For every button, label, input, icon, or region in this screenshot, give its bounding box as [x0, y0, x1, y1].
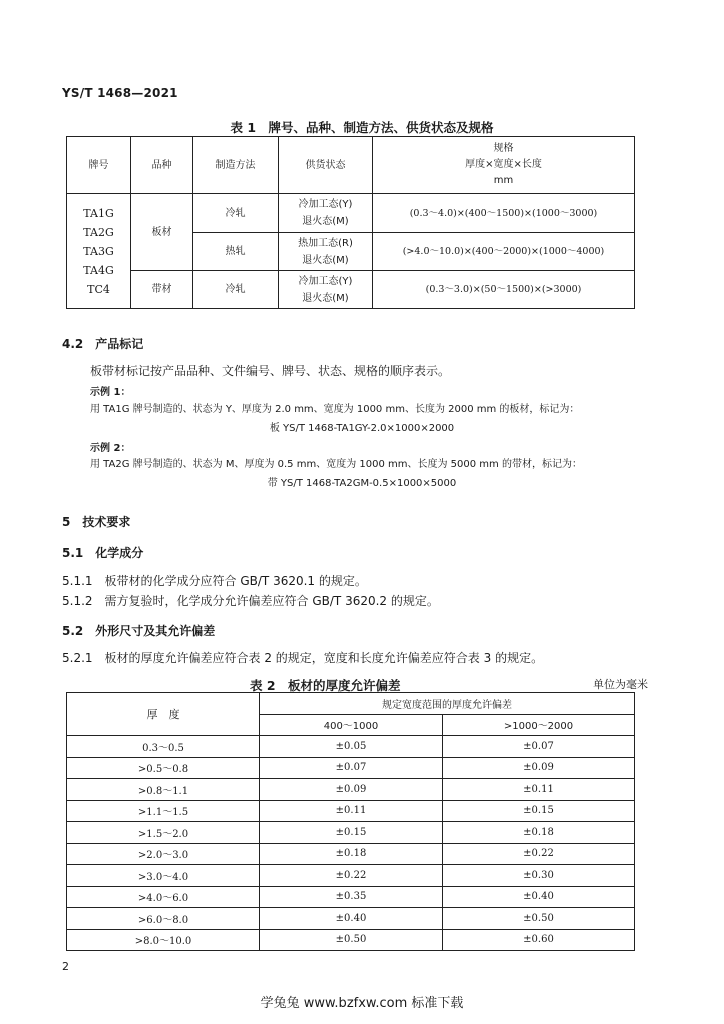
example2-text: 用 TA2G 牌号制造的、状态为 M、厚度为 0.5 mm、宽度为 1000 mm、长度为 5000 mm 的带材，标记为：: [90, 459, 582, 470]
variety-cell: 板材: [131, 194, 193, 271]
page-number: 2: [62, 960, 69, 973]
table-row: [67, 800, 635, 822]
grade-item: TC4: [87, 282, 110, 296]
table-row: [67, 865, 635, 887]
tolerance-cell: ±0.40: [443, 886, 635, 908]
tolerance-cell: ±0.22: [260, 865, 443, 887]
table1-header-grade: 牌号: [67, 137, 131, 194]
supply-state: 退火态(M): [302, 254, 349, 266]
section-5-heading: 5 技术要求: [62, 515, 131, 529]
tolerance-cell: ±0.18: [443, 822, 635, 844]
clause-5-1-2: 5.1.2 需方复验时，化学成分允许偏差应符合 GB/T 3620.2 的规定。: [62, 594, 439, 608]
method-cell: 冷轧: [193, 271, 279, 309]
example2-label: 示例 2：: [90, 443, 131, 454]
tolerance-cell: ±0.11: [260, 800, 443, 822]
thickness-cell: >4.0～6.0: [67, 886, 260, 908]
document-code: YS/T 1468—2021: [62, 86, 178, 100]
table1-header-variety: 品种: [131, 137, 193, 194]
spec-label: 规格: [493, 143, 514, 154]
tolerance-cell: ±0.11: [443, 779, 635, 801]
thickness-cell: >6.0～8.0: [67, 908, 260, 930]
table1-header-row: [67, 137, 635, 194]
tolerance-cell: ±0.15: [443, 800, 635, 822]
table2: [66, 692, 635, 951]
thickness-cell: >0.8～1.1: [67, 779, 260, 801]
table1-title: 表 1 牌号、品种、制造方法、供货状态及规格: [230, 120, 494, 135]
table-row: [67, 843, 635, 865]
tolerance-cell: ±0.60: [443, 929, 635, 951]
grade-item: TA3G: [83, 244, 114, 258]
table2-header-group: 规定宽度范围的厚度允许偏差: [260, 693, 635, 715]
example1-marking: 板 YS/T 1468-TA1GY-2.0×1000×2000: [269, 423, 455, 434]
spec-dimensions: 厚度×宽度×长度: [465, 159, 542, 170]
section-4-2-heading: 4.2 产品标记: [62, 337, 144, 351]
example1-label: 示例 1：: [90, 387, 131, 398]
table2-header-col2: >1000～2000: [443, 714, 635, 736]
section-5-2-heading: 5.2 外形尺寸及其允许偏差: [62, 624, 216, 638]
thickness-cell: >2.0～3.0: [67, 843, 260, 865]
supply-state: 冷加工态(Y): [298, 275, 353, 287]
tolerance-cell: ±0.50: [443, 908, 635, 930]
tolerance-cell: ±0.05: [260, 736, 443, 758]
table-row: [67, 271, 635, 309]
thickness-cell: >0.5～0.8: [67, 757, 260, 779]
table-row: [67, 908, 635, 930]
thickness-cell: >8.0～10.0: [67, 929, 260, 951]
spec-unit: mm: [493, 175, 514, 186]
table2-unit: 单位为毫米: [593, 678, 648, 691]
method-cell: 热轧: [193, 233, 279, 271]
table-row: [67, 886, 635, 908]
table2-header-thickness: 厚 度: [67, 693, 260, 736]
table-row: [67, 757, 635, 779]
table2-header-col1: 400～1000: [260, 714, 443, 736]
tolerance-cell: ±0.15: [260, 822, 443, 844]
section-4-2-intro: 板带材标记按产品品种、文件编号、牌号、状态、规格的顺序表示。: [90, 364, 451, 378]
tolerance-cell: ±0.09: [260, 779, 443, 801]
supply-state: 退火态(M): [302, 216, 349, 227]
example1-text: 用 TA1G 牌号制造的、状态为 Y、厚度为 2.0 mm、宽度为 1000 mm、长度为 2000 mm 的板材，标记为：: [90, 404, 580, 415]
tolerance-cell: ±0.22: [443, 843, 635, 865]
table1-header-supply: 供货状态: [279, 137, 373, 194]
table-row: [67, 194, 635, 233]
table1-grades-cell: [67, 194, 131, 309]
spec-cell: (>4.0～10.0)×(400～2000)×(1000～4000): [373, 233, 635, 271]
table1-header-method: 制造方法: [193, 137, 279, 194]
table1-header-spec: [373, 137, 635, 194]
supply-state: 热加工态(R): [298, 237, 353, 249]
tolerance-cell: ±0.07: [260, 757, 443, 779]
table1: [66, 136, 635, 309]
tolerance-cell: ±0.35: [260, 886, 443, 908]
supply-cell: [279, 233, 373, 271]
table-row: [67, 736, 635, 758]
supply-cell: [279, 271, 373, 309]
variety-cell: 带材: [131, 271, 193, 309]
thickness-cell: >3.0～4.0: [67, 865, 260, 887]
section-5-1-heading: 5.1 化学成分: [62, 546, 144, 560]
supply-cell: [279, 194, 373, 233]
table-row: [67, 929, 635, 951]
thickness-cell: 0.3～0.5: [67, 736, 260, 758]
grade-item: TA4G: [83, 263, 114, 277]
clause-5-1-1: 5.1.1 板带材的化学成分应符合 GB/T 3620.1 的规定。: [62, 574, 367, 588]
thickness-cell: >1.5～2.0: [67, 822, 260, 844]
grade-item: TA2G: [83, 225, 114, 239]
table2-header-row: [67, 693, 635, 715]
grade-item: TA1G: [83, 206, 114, 220]
table2-title: 表 2 板材的厚度允许偏差: [250, 678, 401, 693]
thickness-cell: >1.1～1.5: [67, 800, 260, 822]
table-row: [67, 822, 635, 844]
tolerance-cell: ±0.50: [260, 929, 443, 951]
tolerance-cell: ±0.07: [443, 736, 635, 758]
spec-cell: (0.3～3.0)×(50～1500)×(>3000): [373, 271, 635, 309]
supply-state: 退火态(M): [302, 292, 349, 304]
tolerance-cell: ±0.18: [260, 843, 443, 865]
supply-state: 冷加工态(Y): [298, 199, 353, 210]
tolerance-cell: ±0.40: [260, 908, 443, 930]
method-cell: 冷轧: [193, 194, 279, 233]
tolerance-cell: ±0.30: [443, 865, 635, 887]
spec-cell: (0.3～4.0)×(400～1500)×(1000～3000): [373, 194, 635, 233]
tolerance-cell: ±0.09: [443, 757, 635, 779]
footer-watermark: 学兔兔 www.bzfxw.com 标准下载: [260, 996, 464, 1011]
clause-5-2-1: 5.2.1 板材的厚度允许偏差应符合表 2 的规定，宽度和长度允许偏差应符合表 3 的规定。: [62, 651, 544, 665]
table-row: [67, 779, 635, 801]
example2-marking: 带 YS/T 1468-TA2GM-0.5×1000×5000: [267, 478, 457, 489]
